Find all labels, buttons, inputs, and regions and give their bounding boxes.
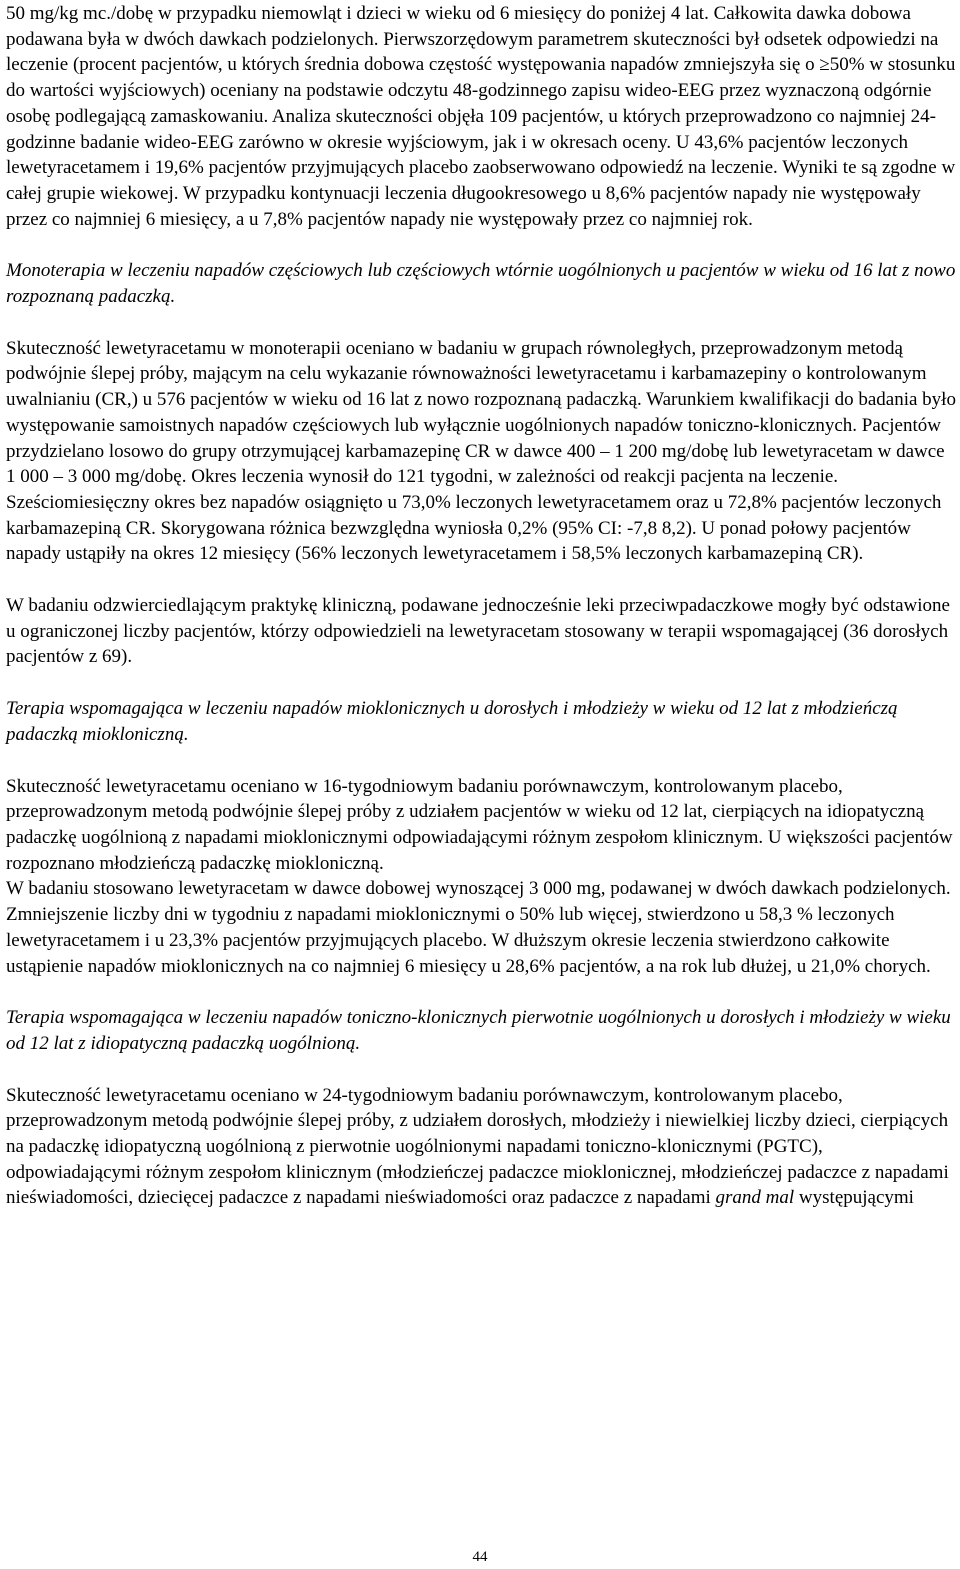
section-heading: Terapia wspomagająca w leczeniu napadów mioklonicznych u dorosłych i młodzieży w wieku od 12 lat z młodzieńczą padaczką miokloniczną. — [6, 698, 898, 745]
document-page — [6, 1, 956, 1211]
body-paragraph — [6, 1083, 956, 1212]
body-paragraph: Zmniejszenie liczby dni w tygodniu z napadami mioklonicznymi o 50% lub więcej, stwierdzono u 58,3 % leczonych lewetyracetamem i u 23,3% pacjentów przyjmujących placebo. W dłuższym okresie leczenia stwierdzono całkowite ustąpienie napadów mioklonicznych na co najmniej 6 miesięcy u 28,6% pacjentów, a na rok lub dłużej, u 21,0% chorych. — [6, 904, 931, 977]
paragraph-text-end: występującymi — [794, 1187, 914, 1209]
section-heading: Monoterapia w leczeniu napadów częściowych lub częściowych wtórnie uogólnionych u pacjentów w wieku od 16 lat z nowo rozpoznaną padaczką. — [6, 260, 956, 308]
body-paragraph: Skuteczność lewetyracetamu oceniano w 16-tygodniowym badaniu porównawczym, kontrolowanym placebo, przeprowadzonym metodą podwójnie ślepej próby z udziałem pacjentów w wieku od 12 lat, cierpiących na idiopatyczną padaczkę uogólnioną z napadami mioklonicznymi odpowiadającymi różnym zespołom klinicznym. U większości pacjentów rozpoznano młodzieńczą padaczkę miokloniczną. — [6, 775, 953, 874]
paragraph-text: Skuteczność lewetyracetamu oceniano w 24-tygodniowym badaniu porównawczym, kontrolowanym placebo, przeprowadzonym metodą podwójnie ślepej próby, z udziałem dorosłych, młodzieży i niewielkiej liczby dzieci, cierpiących na padaczkę idiopatyczną uogólnioną z pierwotnie uogólnionymi napadami toniczno-klonicznymi (PGTC), odpowiadającymi różnym zespołom klinicznym (młodzieńczej padaczce mioklonicznej, młodzieńczej padaczce z napadami nieświadomości, dziecięcej padaczce z napadami nieświadomości oraz padaczce z napadami — [6, 1084, 949, 1209]
body-paragraph: W badaniu stosowano lewetyracetam w dawce dobowej wynoszącej 3 000 mg, podawanej w dwóch dawkach podzielonych. — [6, 878, 951, 900]
body-paragraph: W badaniu odzwierciedlającym praktykę kliniczną, podawane jednocześnie leki przeciwpadaczkowe mogły być odstawione u ograniczonej liczby pacjentów, którzy odpowiedzieli na lewetyracetam stosowany w terapii wspomagającej (36 dorosłych pacjentów z 69). — [6, 595, 950, 668]
section-heading: Terapia wspomagająca w leczeniu napadów toniczno-klonicznych pierwotnie uogólnionych u dorosłych i młodzieży w wieku od 12 lat z idiopatyczną padaczką uogólnioną. — [6, 1007, 951, 1054]
body-paragraph: 50 mg/kg mc./dobę w przypadku niemowląt i dzieci w wieku od 6 miesięcy do poniżej 4 lat. Całkowita dawka dobowa podawana była w dwóch dawkach podzielonych. Pierwszorzędowym parametrem skuteczności był odsetek odpowiedzi na leczenie (procent pacjentów, u których średnia dobowa częstość występowania napadów zmniejszyła się o ≥50% w stosunku do wartości wyjściowych) oceniany na podstawie odczytu 48-godzinnego zapisu wideo-EEG przez wyznaczoną odgórnie osobę podlegającą zamaskowaniu. Analiza skuteczności objęła 109 pacjentów, u których przeprowadzono co najmniej 24-godzinne badanie wideo-EEG zarówno w okresie wyjściowym, jak i w okresach oceny. U 43,6% pacjentów leczonych lewetyracetamem i 19,6% pacjentów przyjmujących placebo zaobserwowano odpowiedź na leczenie. Wyniki te są zgodne w całej grupie wiekowej. W przypadku kontynuacji leczenia długookresowego u 8,6% pacjentów napady nie występowały przez co najmniej 6 miesięcy, a u 7,8% pacjentów napady nie występowały przez co najmniej rok. — [6, 3, 956, 230]
page-number: 44 — [472, 1549, 488, 1565]
body-paragraph: Skuteczność lewetyracetamu w monoterapii oceniano w badaniu w grupach równoległych, przeprowadzonym metodą podwójnie ślepej próby, mającym na celu wykazanie równoważności lewetyracetamu i karbamazepiny o kontrolowanym uwalnianiu (CR,) u 576 pacjentów w wieku od 16 lat z nowo rozpoznaną padaczką. Warunkiem kwalifikacji do badania było występowanie samoistnych napadów częściowych lub wyłącznie uogólnionych napadów toniczno-klonicznych. Pacjentów przydzielano losowo do grupy otrzymującej karbamazepinę CR w dawce 400 – 1 200 mg/dobę lub lewetyracetam w dawce 1 000 – 3 000 mg/dobę. Okres leczenia wynosił do 121 tygodni, w zależności od reakcji pacjenta na leczenie. Sześciomiesięczny okres bez napadów osiągnięto u 73,0% leczonych lewetyracetamem oraz u 72,8% pacjentów leczonych karbamazepiną CR. Skorygowana różnica bezwzględna wyniosła 0,2% (95% CI: -7,8 8,2). U ponad połowy pacjentów napady ustąpiły na okres 12 miesięcy (56% leczonych lewetyracetamem i 58,5% leczonych karbamazepiną CR). — [6, 337, 956, 565]
italic-phrase: grand mal — [715, 1187, 795, 1209]
